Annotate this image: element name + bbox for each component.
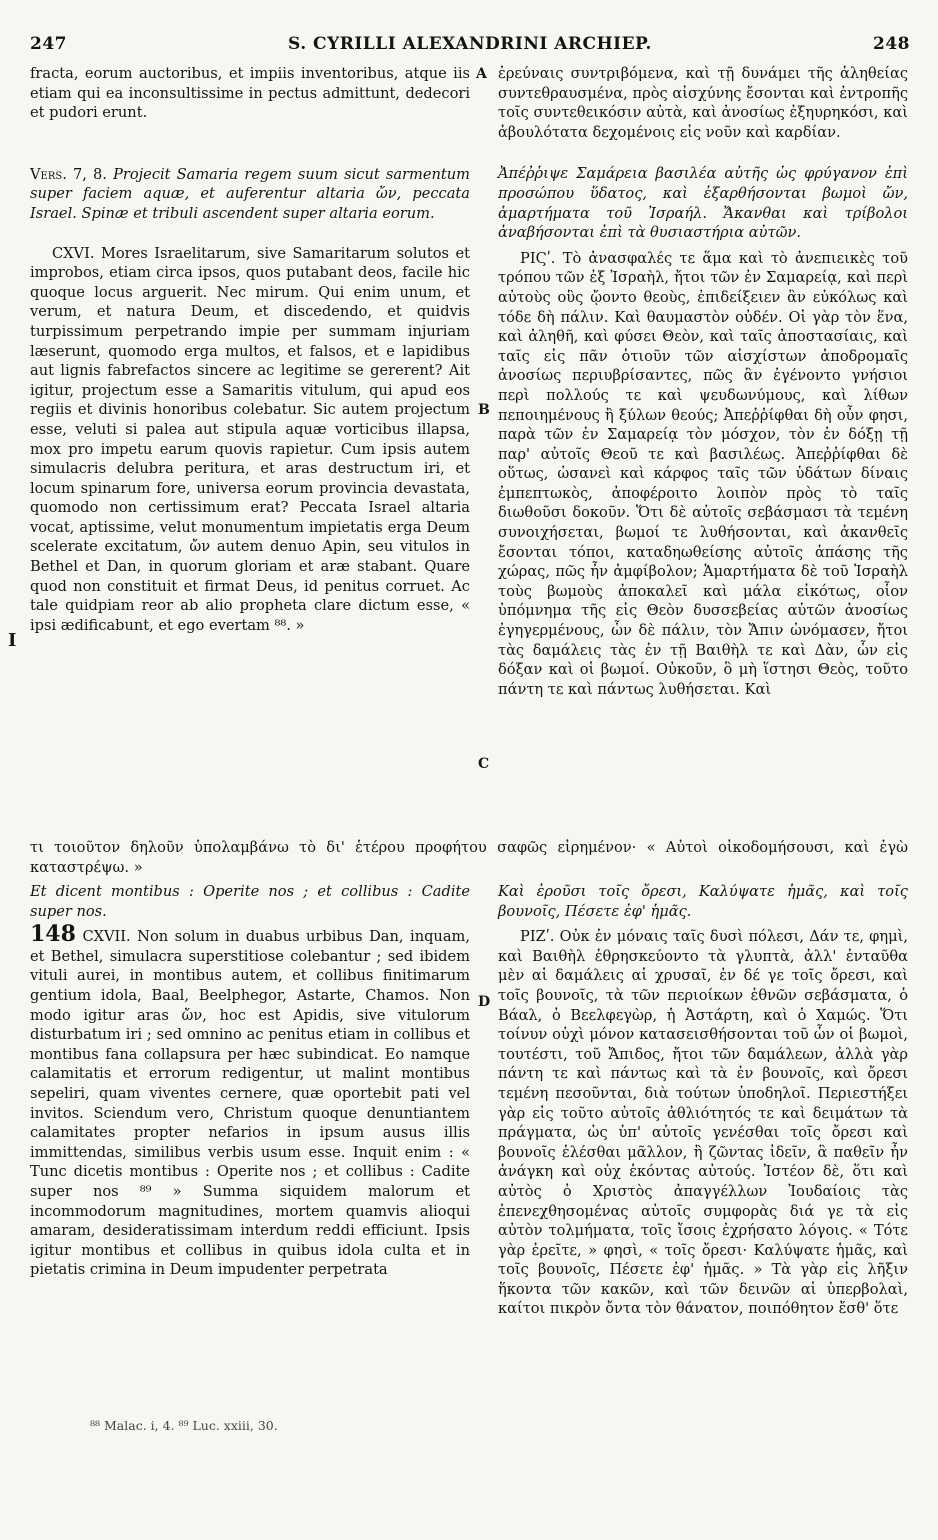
greek-paragraph-intro: ἐρεύναις συντριβόμενα, καὶ τῇ δυνάμει τῆς ἀληθείας συντεθραυσμένα, πρὸς αἰσχύνης ἔσονται καὶ ἐντροπῆς τοῖς συντεθεικόσιν αὐτὰ, καὶ ἀνοσίως ἐξηυρηκόσι, καὶ ἀβουλότατα δεχομένοις εἰς νοῦν καὶ καρδίαν. <box>498 65 908 141</box>
margin-marker-d: D <box>478 994 491 1010</box>
greek-column-bottom <box>498 882 908 1319</box>
margin-side-mark: I <box>8 630 17 651</box>
greek-spanning-continuation <box>30 838 908 877</box>
page-header <box>30 34 910 58</box>
running-title: S. CYRILLI ALEXANDRINI ARCHIEP. <box>288 34 652 54</box>
latin-verse-heading <box>30 165 470 224</box>
latin-column-top <box>30 64 470 635</box>
latin-paragraph-117 <box>30 921 471 1280</box>
latin-paragraph-intro: fracta, eorum auctoribus, et impiis inventoribus, atque iis etiam qui ea inconsultissime in pectus admittunt, dedecori et pudori erunt. <box>30 65 470 122</box>
page-number-left: 247 <box>30 34 67 54</box>
margin-marker-c: C <box>478 756 490 772</box>
greek-continuation-text: τι τοιοῦτον δηλοῦν ὑπολαμβάνω τὸ δι' ἑτέρου προφήτου σαφῶς εἰρημένον· « Αὐτοὶ οἰκοδομήσουσι, καὶ ἐγὼ καταστρέψω. » <box>30 839 908 876</box>
greek-column-top <box>498 64 908 699</box>
greek-verse-text-2: Καὶ ἐροῦσι τοῖς ὄρεσι, Καλύψατε ἡμᾶς, καὶ τοῖς βουνοῖς, Πέσετε ἐφ' ἡμᾶς. <box>498 883 908 920</box>
verse-label: Vers. 7, 8. <box>30 165 107 183</box>
column-number-148: 148 <box>30 921 76 948</box>
footnotes: ⁸⁸ Malac. i, 4. ⁸⁹ Luc. xxiii, 30. <box>90 1418 278 1433</box>
page-number-right: 248 <box>873 34 910 54</box>
greek-paragraph-116: ΡΙϚʹ. Τὸ ἀνασφαλές τε ἅμα καὶ τὸ ἀνεπιεικὲς τοῦ τρόπου τῶν ἐξ Ἰσραὴλ, ἤτοι τῶν ἐν Σαμαρείᾳ, καὶ περὶ αὐτοὺς οὓς ᾤοντο θεοὺς, ἐπιδείξειεν ἂν εὐκόλως καὶ τόδε δὴ πάλιν. Καὶ θαυμαστὸν οὐδέν. Οἱ γὰρ τὸν ἕνα, καὶ ἀληθῆ, καὶ φύσει Θεὸν, καὶ ταῖς ἀποστασίαις, καὶ ταῖς εἰς πᾶν ὁτιοῦν τῶν αἰσχίστων ἀποδρομαῖς ἀνοσίως περιυβρίσαντες, πῶς ἂν ἐγένοντο γνήσιοι περὶ πολλούς τε καὶ ψευδωνύμους, καὶ λίθων πεποιημένους ἢ ξύλων θεούς; Ἀπεῤῥίφθαι δὴ οὖν φησι, παρὰ τῶν ἐν Σαμαρείᾳ τὸν μόσχον, τὸν ἐν δόξῃ τῇ παρ' αὐτοῖς Θεοῦ τε καὶ βασιλέως. Ἀπεῤῥίφθαι δὲ οὕτως, ὡσανεὶ καὶ κάρφος ταῖς τῶν ὑδάτων δίναις ἐμπεπτωκὸς, ἀποφέροιτο λοιπὸν πρὸς τὸ ταῖς διωθοῦσι δοκοῦν. Ὅτι δὲ αὐτοῖς σεβάσμασι τὰ τεμένη συνοιχήσεται, βωμοί τε λυθήσονται, καὶ ἀκανθεῖς ἔσονται τόποι, καταδηωθείσης αὐτοῖς ἁπάσης τῆς χώρας, πῶς ἦν ἀμφίβολον; Ἁμαρτήματα δὲ τοῦ Ἰσραὴλ τοὺς βωμοὺς ἀποκαλεῖ καὶ μάλα εἰκότως, οἷον ὑπόμνημα τῆς εἰς Θεὸν δυσσεβείας αὐτῶν ἀνοσίως ἐγηγερμένους, ὧν δὲ πάλιν, τὸν Ἄπιν ὠνόμασεν, ἤτοι τὰς δαμάλεις τὰς ἐν τῇ Βαιθὴλ τε καὶ Δὰν, ὧν εἰς δόξαν καὶ οἱ βωμοί. Οὐκοῦν, ὃ μὴ ἵστησι Θεὸς, τοῦτο πάντη τε καὶ πάντως λυθήσεται. Καὶ <box>498 249 908 698</box>
greek-verse-text: Ἀπέῤῥιψε Σαμάρεια βασιλέα αὐτῆς ὡς φρύγανον ἐπὶ προσώπου ὕδατος, καὶ ἐξαρθήσονται βωμοὶ ὤν, ἁμαρτήματα τοῦ Ἰσραήλ. Ἄκανθαι καὶ τρίβολοι ἀναβήσονται ἐπὶ τὰ θυσιαστήρια αὐτῶν. <box>498 165 908 242</box>
margin-marker-b: B <box>478 402 490 418</box>
latin-verse-text: Projecit Samaria regem suum sicut sarmentum super faciem aquæ, et auferentur altaria ὤν, peccata Israel. Spinæ et tribuli ascendent super altaria eorum. <box>30 165 470 222</box>
latin-paragraph-116: CXVI. Mores Israelitarum, sive Samaritarum solutos et improbos, etiam circa ipsos, quos putabant deos, facile hic quoque locus arguerit. Nec mirum. Qui enim unum, et verum, et natura Deum, et discedendo, et quidvis turpissimum perpetrando impie per summam injuriam læserunt, quomodo erga multos, et falsos, et e lapidibus aut lignis fabrefactos sincere ac legitime se gererent? Ait igitur, projectum esse a Samaritis vitulum, qui apud eos regiis et divinis honoribus colebatur. Sic autem projectum esse, veluti si palea aut stipula aquæ vorticibus illapsa, mox pro impetu earum quovis rapietur. Cum ipsis autem simulacris delubra peritura, et aras destructum iri, et locum spinarum fore, universa eorum provincia devastata, quomodo non certissimum erat? Peccata Israel altaria vocat, aptissime, velut monumentum impietatis erga Deum scelerate excitatum, ὤν autem denuo Apin, seu vitulos in Bethel et Dan, in quorum gloriam et aræ stabant. Quare quod non constituit et firmat Deus, id penitus corruet. Ac tale quidpiam reor ab alio propheta clare dictum esse, « ipsi ædificabunt, et ego evertam ⁸⁸. » <box>30 244 470 634</box>
greek-paragraph-117: ΡΙΖʹ. Οὐκ ἐν μόναις ταῖς δυσὶ πόλεσι, Δάν τε, φημὶ, καὶ Βαιθὴλ ἐθρησκεύοντο τὰ γλυπτὰ, ἀλλ' ἐνταῦθα μὲν αἱ δαμάλεις αἱ χρυσαῖ, ἐν δέ γε τοῖς ὄρεσι, καὶ τοῖς βουνοῖς, τὰ τῶν περιοίκων ἐθνῶν σεβάσματα, ὁ Βάαλ, ὁ Βεελφεγὼρ, ἡ Ἀστάρτη, καὶ ὁ Χαμώς. Ὅτι τοίνυν οὐχὶ μόνον κατασεισθήσονται τοῦ ὧν οἱ βωμοὶ, τουτέστι, τοῦ Ἄπιδος, ἤτοι τῶν δαμάλεων, ἀλλὰ γὰρ πάντη τε καὶ πάντως καὶ τὰ ἐν βουνοῖς, καὶ ὄρεσι τεμένη πεσοῦνται, διὰ τούτων ὑποδηλοῖ. Περιεστήξει γὰρ εἰς τοῦτο αὐτοῖς ἀθλιότητός τε καὶ δειμάτων τὰ πράγματα, ὡς ὑπ' αὐτοῖς γενέσθαι τοῖς ὄρεσι καὶ βουνοῖς ἑλέσθαι μᾶλλον, ἢ ζῶντας ἰδεῖν, ἃ παθεῖν ἦν ἀνάγκη καὶ οὐχ ἑκόντας αὐτούς. Ἰστέον δὲ, ὅτι καὶ αὐτὸς ὁ Χριστὸς ἀπαγγέλλων Ἰουδαίοις τὰς ἐπενεχθησομένας αὐτοῖς συμφορὰς διά γε τὰ εἰς αὐτὸν τολμήματα, τοῖς ἴσοις ἐχρήσατο λόγοις. « Τότε γὰρ ἐρεῖτε, » φησὶ, « τοῖς ὄρεσι· Καλύψατε ἡμᾶς, καὶ τοῖς βουνοῖς, Πέσετε ἐφ' ἡμᾶς. » Τὰ γὰρ εἰς λῆξιν ἥκοντα τῶν κακῶν, καὶ τῶν δεινῶν αἱ ὑπερβολαὶ, καίτοι πικρὸν ὄντα τὸν θάνατον, ποιπόθητον ἔσθ' ὅτε <box>498 928 908 1318</box>
latin-paragraph-117-text: CXVII. Non solum in duabus urbibus Dan, inquam, et Bethel, simulacra superstitiose colebantur ; sed ibidem vituli aurei, in montibus autem, et collibus finitimarum gentium idola, Baal, Beelphegor, Astarte, Chamos. Non modo igitur aras ὤν, hoc est Apidis, sive vitulorum disturbatum iri ; sed omnino ac penitus etiam in collibus et montibus fana collapsura per hæc subindicat. Eo namque calamitatis et errorum redigentur, ut malint montibus sepeliri, quam viventes cernere, quæ oportebit pati vel invitos. Sciendum vero, Christum quoque denuntiantem calamitates propter nefarios in ipsum ausus illis immittendas, similibus verbis usum esse. Inquit enim : « Tunc dicetis montibus : Operite nos ; et collibus : Cadite super nos ⁸⁹ » Summa siquidem malorum et incommodorum magnitudines, mortem quamvis alioqui amaram, desideratissimam interdum reddi efficiunt. Ipsis igitur montibus et collibus in quibus idola culta et in pietatis crimina in Deum impudenter perpetrata <box>30 928 471 1279</box>
latin-verse-text-2: Et dicent montibus : Operite nos ; et collibus : Cadite super nos. <box>30 883 470 920</box>
margin-marker-a: A <box>476 66 487 82</box>
latin-column-bottom <box>30 882 470 1280</box>
